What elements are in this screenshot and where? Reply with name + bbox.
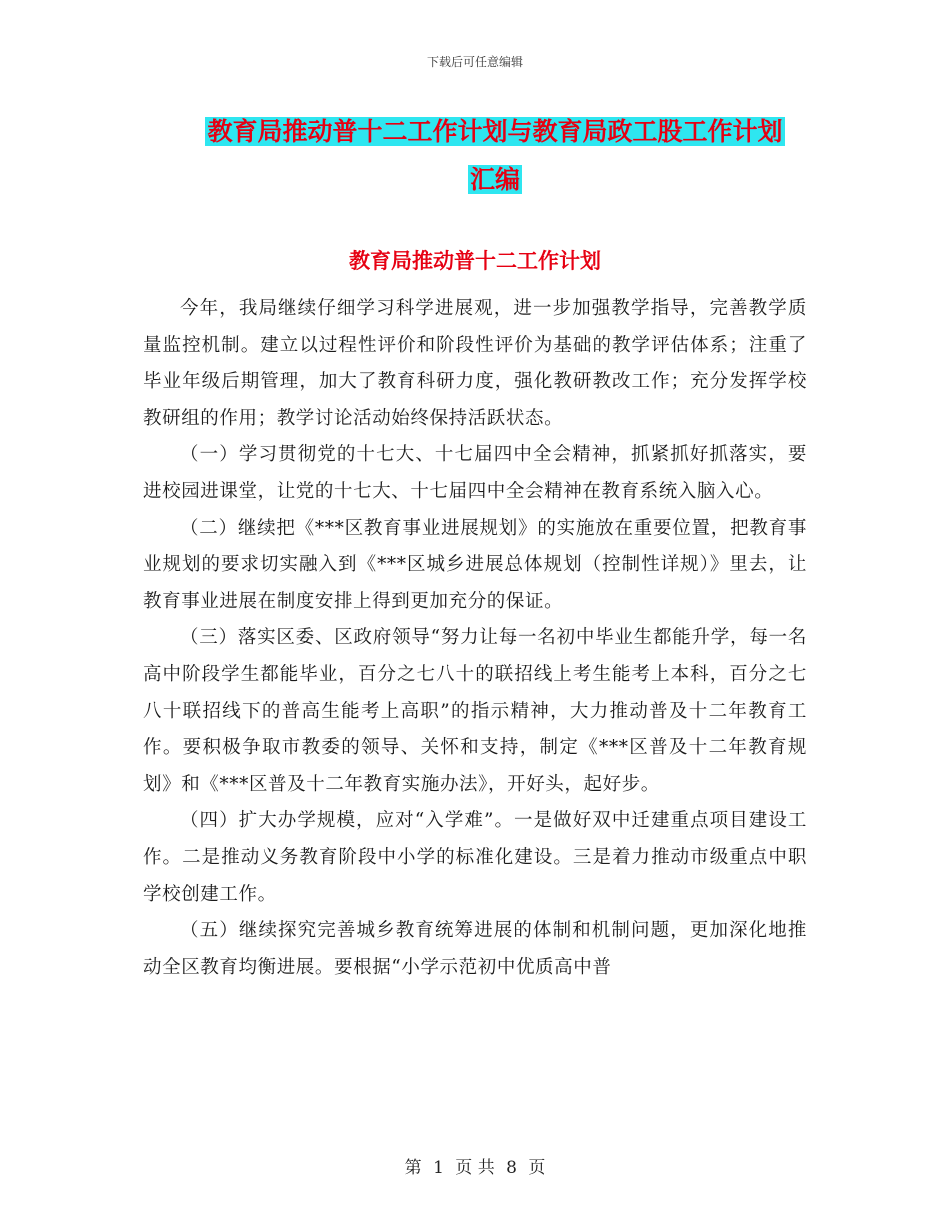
paragraph-item-5: （五）继续探究完善城乡教育统筹进展的体制和机制问题，更加深化地推动全区教育均衡进展。要根据“小学示范初中优质高中普	[143, 920, 807, 978]
page-footer	[0, 1153, 950, 1178]
paragraph-item-1: （一）学习贯彻党的十七大、十七届四中全会精神，抓紧抓好抓落实，要进校园进课堂，让党的十七大、十七届四中全会精神在教育系统入脑入心。	[143, 444, 807, 502]
document-title	[150, 108, 840, 204]
footer-page-number: 1	[433, 1158, 444, 1178]
header-note: 下载后可任意编辑	[426, 55, 523, 69]
paragraph-item-2: （二）继续把《***区教育事业进展规划》的实施放在重要位置，把教育事业规划的要求切实融入到《***区城乡进展总体规划（控制性详规）》里去，让教育事业进展在制度安排上得到更加充分的保证。	[143, 517, 807, 612]
body-text	[143, 291, 807, 986]
document-title-line-1: 教育局推动普十二工作计划与教育局政工股工作计划	[207, 117, 783, 146]
paragraph-item-4: （四）扩大办学规模，应对“入学难”。一是做好双中迁建重点项目建设工作。二是推动义务教育阶段中小学的标准化建设。三是着力推动市级重点中职学校创建工作。	[143, 810, 807, 905]
footer-total-pages: 8	[506, 1158, 517, 1178]
paragraph-item-3: （三）落实区委、区政府领导“努力让每一名初中毕业生都能升学，每一名高中阶段学生都能毕业，百分之七八十的联招线上考生能考上本科，百分之七八十联招线下的普高生能考上高职”的指示精神，大力推动普及十二年教育工作。要积极争取市教委的领导、关怀和支持，制定《***区普及十二年教育规划》和《***区普及十二年教育实施办法》，开好头，起好步。	[143, 627, 807, 795]
document-title-line-2: 汇编	[469, 165, 520, 194]
footer-prefix: 第	[404, 1158, 422, 1178]
footer-middle: 页 共	[455, 1158, 495, 1178]
section-title: 教育局推动普十二工作计划	[349, 249, 601, 273]
paragraph-intro: 今年，我局继续仔细学习科学进展观，进一步加强教学指导，完善教学质量监控机制。建立以过程性评价和阶段性评价为基础的教学评估体系；注重了毕业年级后期管理，加大了教育科研力度，强化教研教改工作；充分发挥学校教研组的作用；教学讨论活动始终保持活跃状态。	[143, 298, 807, 429]
footer-suffix: 页	[528, 1158, 546, 1178]
